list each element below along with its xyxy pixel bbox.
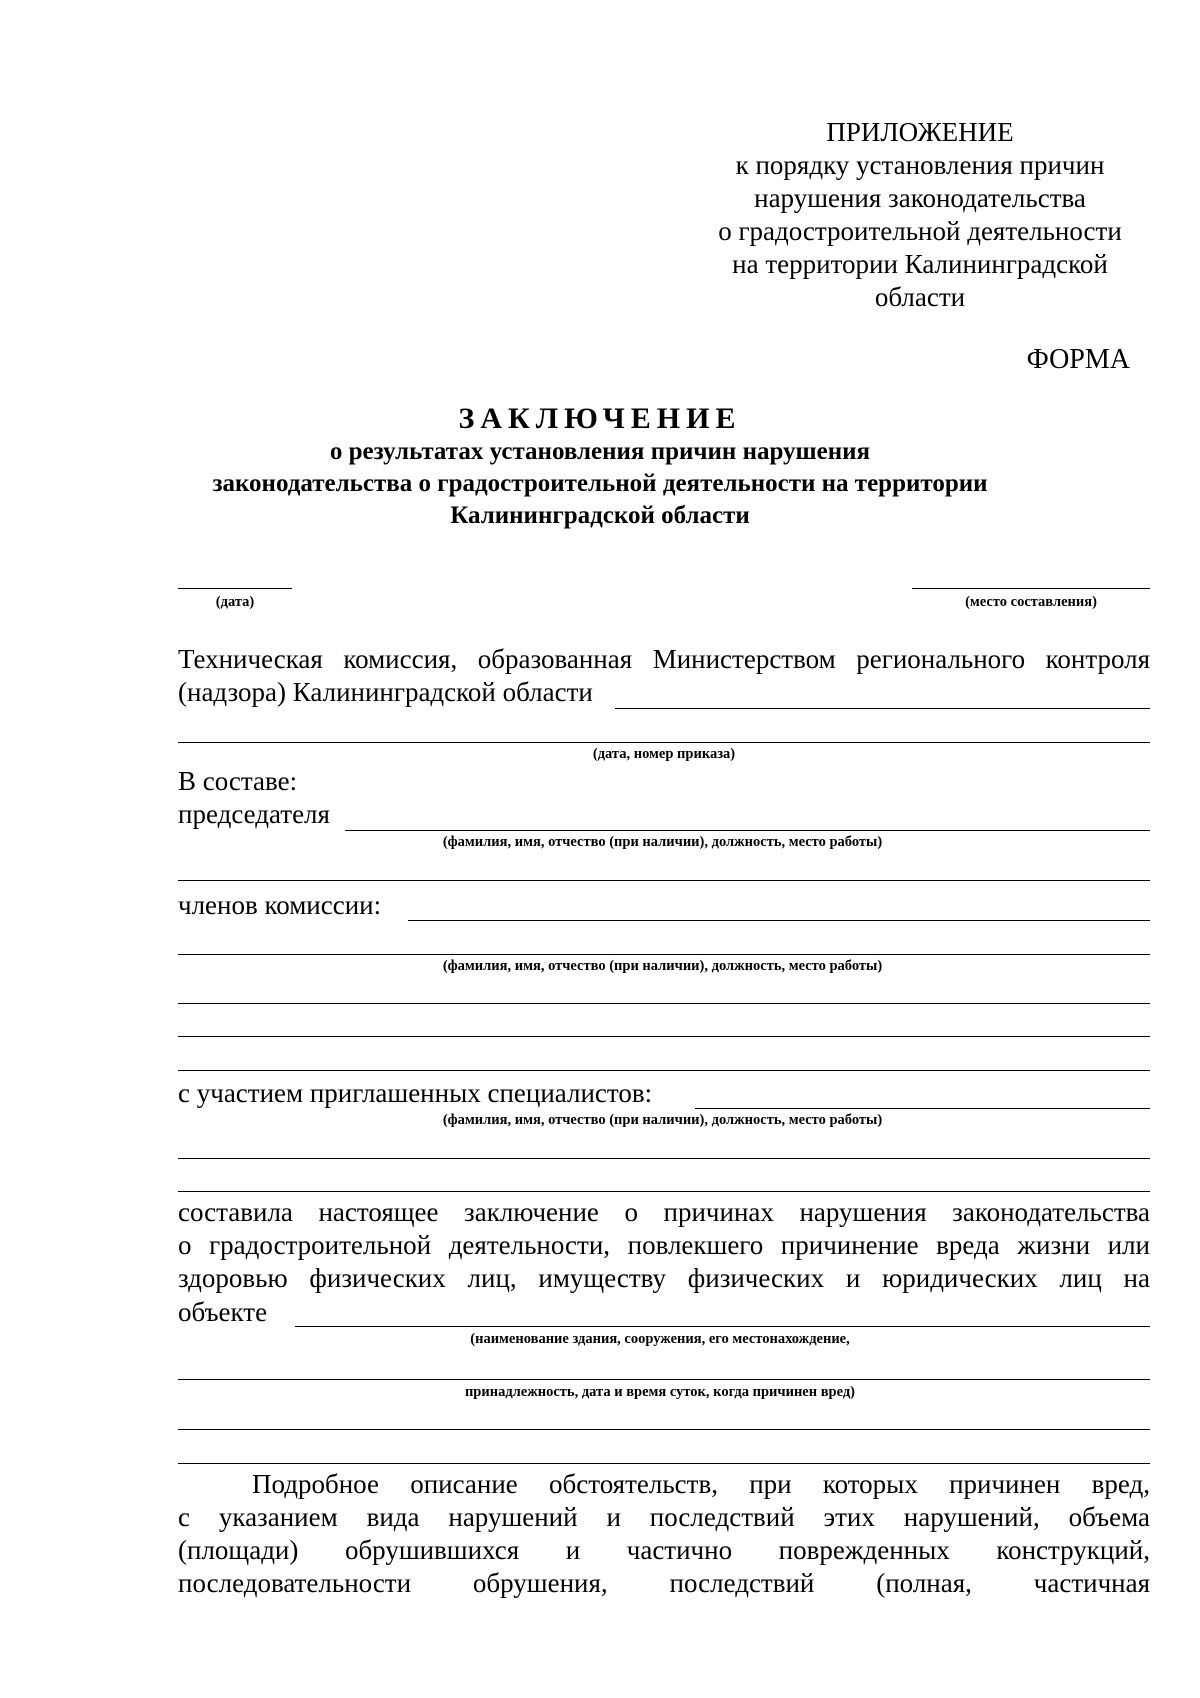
description-line: Подробное описание обстоятельств, при которых причинен вред, (252, 1469, 1150, 1499)
specialists-label: с участием приглашенных специалистов: (178, 1078, 653, 1108)
appendix-block (690, 116, 1150, 314)
fio-caption: (фамилия, имя, отчество (при наличии), должность, место работы) (442, 958, 883, 974)
object-caption: (наименование здания, сооружения, его местонахождение, (470, 1331, 850, 1347)
object-field-line-2[interactable] (178, 1379, 1150, 1380)
place-field-line[interactable] (912, 588, 1150, 589)
appendix-line: области (874, 282, 966, 312)
title-main: ЗАКЛЮЧЕНИЕ (458, 402, 742, 435)
members-field-line-2[interactable] (178, 954, 1150, 955)
commission-field-line[interactable] (615, 708, 1150, 709)
form-label: ФОРМА (1026, 344, 1130, 375)
place-caption: (место составления) (965, 594, 1097, 610)
conclusion-line: о градостроительной деятельности, повлекшего причинение вреда жизни или (178, 1230, 1150, 1260)
order-caption: (дата, номер приказа) (592, 746, 736, 762)
appendix-heading: ПРИЛОЖЕНИЕ (826, 117, 1014, 147)
chairman-field-line[interactable] (345, 830, 1150, 831)
specialists-field-line-2[interactable] (178, 1158, 1150, 1159)
composition-label: В составе: (178, 766, 298, 796)
conclusion-line: здоровью физических лиц, имуществу физических и юридических лиц на (178, 1263, 1150, 1293)
appendix-line: к порядку установления причин (735, 150, 1105, 180)
commission-field-line-2[interactable] (178, 742, 1150, 743)
object-field-line-4[interactable] (178, 1463, 1150, 1464)
commission-line: Техническая комиссия, образованная Министерством регионального контроля (178, 644, 1150, 674)
appendix-line: нарушения законодательства (754, 183, 1086, 213)
date-caption: (дата) (215, 594, 255, 610)
conclusion-line: составила настоящее заключение о причинах нарушения законодательства (178, 1197, 1150, 1227)
title-line: Калининградской области (450, 502, 750, 529)
document-title (160, 402, 1040, 532)
object-caption: принадлежность, дата и время суток, когда причинен вред) (464, 1384, 856, 1400)
chairman-field-line-2[interactable] (178, 880, 1150, 881)
object-field-line-3[interactable] (178, 1429, 1150, 1430)
members-field-line-3[interactable] (178, 1003, 1150, 1004)
description-line: последовательности обрушения, последствий (полная, частичная (178, 1568, 1150, 1598)
members-field-line-4[interactable] (178, 1036, 1150, 1037)
title-line: о результатах установления причин нарушения (329, 438, 871, 465)
object-label: объекте (178, 1297, 268, 1327)
conclusion-text (178, 1196, 1150, 1295)
title-line: законодательства о градостроительной деятельности на территории (212, 470, 988, 497)
members-field-line-5[interactable] (178, 1070, 1150, 1071)
fio-caption: (фамилия, имя, отчество (при наличии), должность, место работы) (442, 1112, 883, 1128)
fio-caption: (фамилия, имя, отчество (при наличии), должность, место работы) (442, 834, 883, 850)
members-field-line[interactable] (408, 920, 1150, 921)
description-text (178, 1468, 1150, 1600)
specialists-field-line-3[interactable] (178, 1191, 1150, 1192)
appendix-line: на территории Калининградской (732, 249, 1108, 279)
date-field-line[interactable] (178, 588, 292, 589)
commission-text (178, 643, 1150, 676)
specialists-field-line[interactable] (695, 1108, 1150, 1109)
commission-line: (надзора) Калининградской области (178, 677, 593, 707)
description-line: с указанием вида нарушений и последствий этих нарушений, объема (178, 1502, 1150, 1532)
members-label: членов комиссии: (178, 890, 382, 920)
chairman-label: председателя (178, 799, 330, 829)
object-field-line[interactable] (295, 1326, 1150, 1327)
appendix-line: о градостроительной деятельности (718, 216, 1122, 246)
description-line: (площади) обрушившихся и частично поврежденных конструкций, (178, 1535, 1150, 1565)
